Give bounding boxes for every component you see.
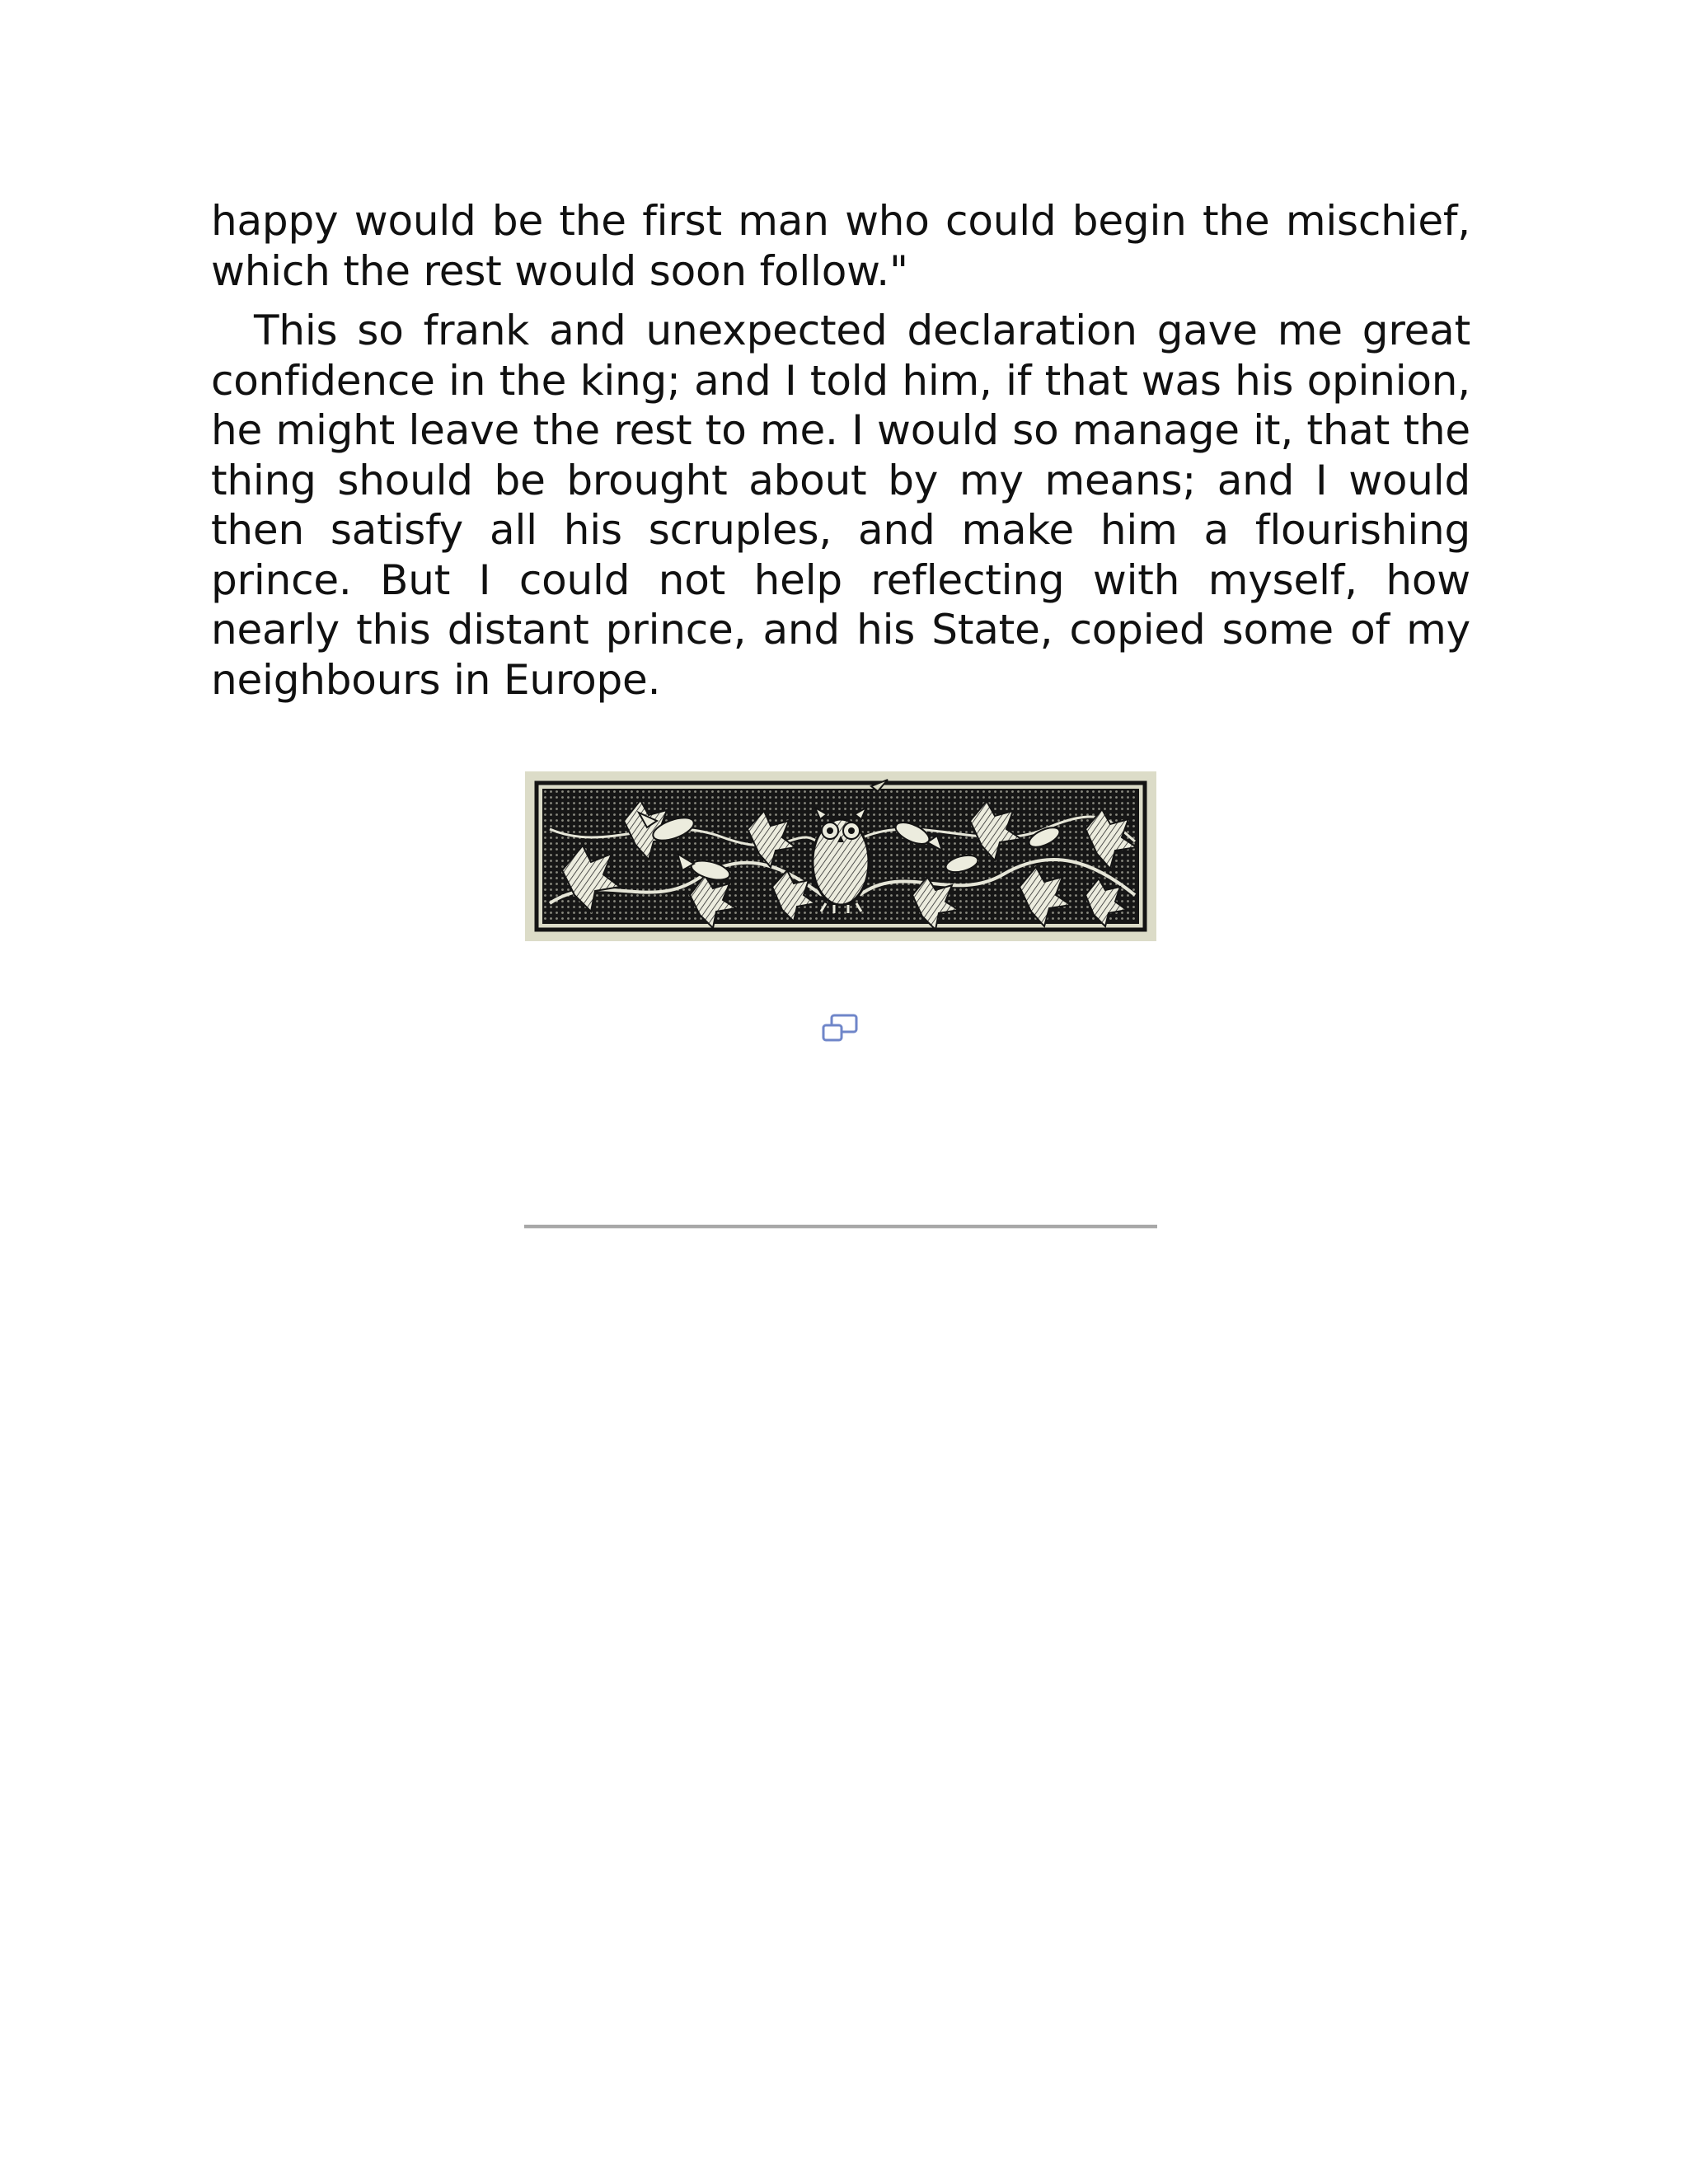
ornament-image: [525, 771, 1156, 941]
paragraph-continuation: happy would be the first man who could begin the mischief, which the rest would soon follow.": [211, 197, 1470, 295]
horizontal-divider: [524, 1225, 1157, 1229]
page-body: [211, 196, 1470, 705]
window-restore-icon[interactable]: [820, 1012, 861, 1045]
window-restore-icon-glyph: [820, 1012, 861, 1045]
ornament-illustration: [525, 771, 1156, 941]
paragraph: This so frank and unexpected declaration gave me great confidence in the king; and I told him, if that was his opinion, he might leave the rest to me. I would so manage it, that the thing should be brought about by my means; and I would then satisfy all his scruples, and make him a flourishing prince. But I could not help reflecting with myself, how nearly this distant prince, and his State, copied some of my neighbours in Europe.: [211, 307, 1470, 704]
